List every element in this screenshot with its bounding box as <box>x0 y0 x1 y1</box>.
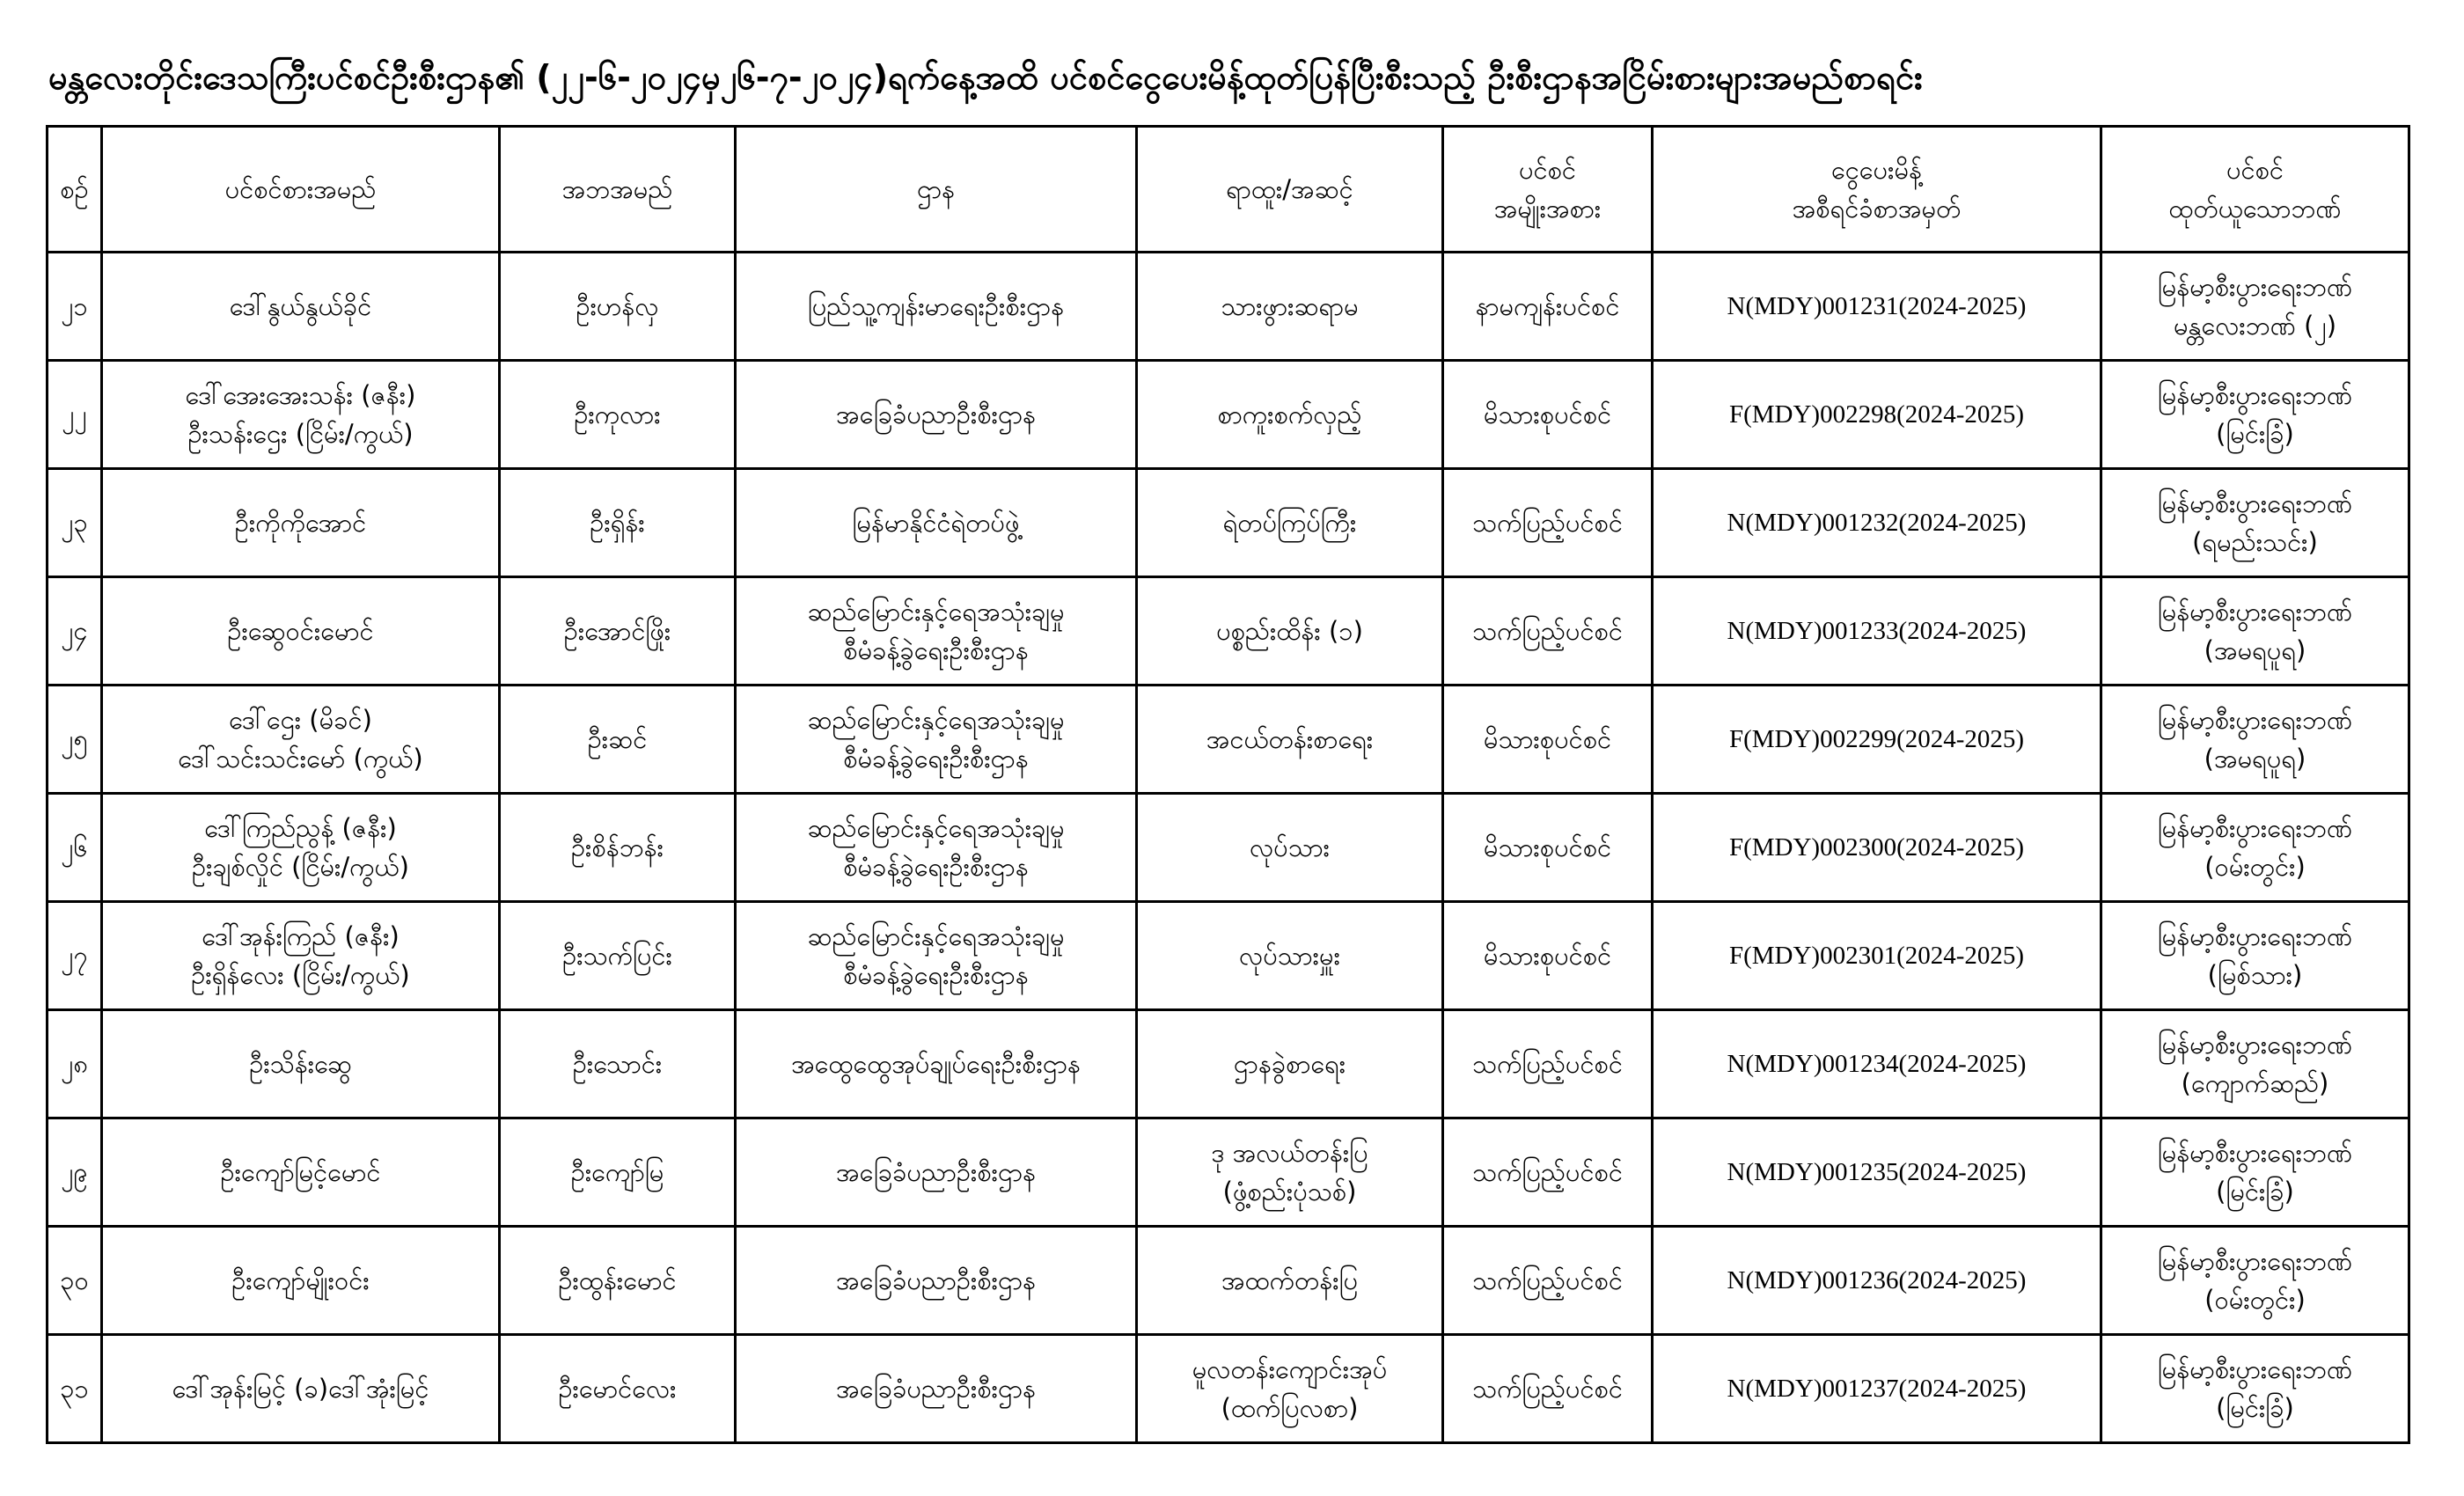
bank-line: မြန်မာ့စီးပွားရေးဘဏ် <box>2157 272 2353 302</box>
payment-order-no-text: F(MDY)002299(2024-2025) <box>1728 725 2025 753</box>
rank-line: ဌာနခွဲစာရေး <box>1233 1049 1346 1079</box>
payment-order-no-cell <box>1653 686 2101 794</box>
department-cell <box>736 1227 1137 1335</box>
pension-type-cell <box>1443 1227 1653 1335</box>
bank-cell <box>2101 577 2409 686</box>
pension-type-cell <box>1443 686 1653 794</box>
rank-line: (ဖွံ့စည်းပုံသစ်) <box>1222 1177 1357 1206</box>
payment-order-no-text: N(MDY)001235(2024-2025) <box>1727 1158 2027 1186</box>
pension-type-cell <box>1443 794 1653 902</box>
pension-table <box>46 125 2410 1444</box>
pensioner-name-cell <box>102 902 500 1010</box>
rank-cell <box>1137 686 1443 794</box>
rank-line: စာကူးစက်လှည့် <box>1217 400 1362 429</box>
payment-order-no-text: F(MDY)002301(2024-2025) <box>1728 942 2025 970</box>
table-row <box>48 686 2409 794</box>
father-name-cell <box>500 469 736 577</box>
table-row <box>48 253 2409 361</box>
department-cell <box>736 902 1137 1010</box>
department-line: စီမံခန့်ခွဲရေးဦးစီးဌာန <box>843 744 1029 774</box>
father-name-cell <box>500 1227 736 1335</box>
pensioner-name-line: ဦးသန်းဌေး (ငြိမ်း/ကွယ်) <box>187 419 414 449</box>
row-number-text: ၂၆ <box>61 832 88 862</box>
bank-line: မြန်မာ့စီးပွားရေးဘဏ် <box>2157 1138 2353 1168</box>
header-pension-type: ပင်စင် အမျိုးအစား <box>1443 127 1653 253</box>
department-line: အခြေခံပညာဦးစီးဌာန <box>835 1157 1037 1187</box>
document-title: မန္တလေးတိုင်းဒေသကြီးပင်စင်ဦးစီးဌာန၏ (၂၂-၆-၂၀၂၄မှ၂၆-၇-၂၀၂၄)ရက်နေ့အထိ ပင်စင်ငွေပေးမိန့်ထုတ်ပြန်ပြီးစီးသည့် ဦးစီးဌာနအငြိမ်းစားများအမည်စာရင်း <box>48 58 1923 97</box>
rank-cell <box>1137 469 1443 577</box>
bank-line: မြန်မာ့စီးပွားရေးဘဏ် <box>2157 1354 2353 1384</box>
bank-line: (မြင်းခြံ) <box>2216 1177 2294 1206</box>
department-line: စီမံခန့်ခွဲရေးဦးစီးဌာန <box>843 960 1029 990</box>
bank-line: မြန်မာ့စီးပွားရေးဘဏ် <box>2157 488 2353 518</box>
department-cell <box>736 794 1137 902</box>
father-name-cell <box>500 1335 736 1443</box>
pensioner-name-line: ဒေါ်အုန်းကြည် (ဇနီး) <box>202 921 400 951</box>
department-line: ဆည်မြောင်းနှင့်ရေအသုံးချမှု <box>807 705 1065 735</box>
department-cell <box>736 1335 1137 1443</box>
pensioner-name-cell <box>102 1010 500 1118</box>
row-number-cell <box>48 577 102 686</box>
payment-order-no-cell <box>1653 253 2101 361</box>
department-cell <box>736 686 1137 794</box>
row-number-text: ၂၃ <box>61 508 88 538</box>
header-rank: ရာထူး/အဆင့် <box>1137 127 1443 253</box>
department-line: အခြေခံပညာဦးစီးဌာန <box>835 1265 1037 1295</box>
father-name-cell <box>500 577 736 686</box>
rank-line: အထက်တန်းပြ <box>1221 1265 1359 1295</box>
rank-line: သားဖွားဆရာမ <box>1221 291 1359 321</box>
bank-cell <box>2101 686 2409 794</box>
payment-order-no-text: F(MDY)002300(2024-2025) <box>1728 833 2025 862</box>
rank-line: လုပ်သား <box>1249 832 1331 862</box>
pensioner-name-line: ဦးကျော်မျိုးဝင်း <box>231 1265 370 1295</box>
department-line: ဆည်မြောင်းနှင့်ရေအသုံးချမှု <box>807 597 1065 627</box>
rank-cell <box>1137 253 1443 361</box>
bank-line: (မြင်းခြံ) <box>2216 419 2294 449</box>
row-number-text: ၂၉ <box>61 1157 88 1187</box>
row-number-text: ၃၁ <box>60 1374 89 1404</box>
row-number-cell <box>48 794 102 902</box>
payment-order-no-cell <box>1653 1227 2101 1335</box>
department-cell <box>736 253 1137 361</box>
header-bank: ပင်စင် ထုတ်ယူသောဘဏ် <box>2101 127 2409 253</box>
pension-type-cell <box>1443 1118 1653 1227</box>
rank-cell <box>1137 1227 1443 1335</box>
table-row <box>48 1010 2409 1118</box>
father-name-text: ဦးထွန်းမောင် <box>558 1265 677 1295</box>
header-department: ဌာန <box>736 127 1137 253</box>
bank-line: မြန်မာ့စီးပွားရေးဘဏ် <box>2157 813 2353 843</box>
row-number-text: ၂၁ <box>61 291 88 321</box>
pension-type-text: သက်ပြည့်ပင်စင် <box>1472 616 1623 646</box>
table-row <box>48 902 2409 1010</box>
department-cell <box>736 1010 1137 1118</box>
bank-line: (ဝမ်းတွင်း) <box>2204 852 2306 882</box>
pensioner-name-line: ဒေါ်အေးအေးသန်း (ဇနီး) <box>185 380 416 410</box>
row-number-text: ၂၅ <box>61 724 88 754</box>
header-no: စဉ် <box>48 127 102 253</box>
payment-order-no-cell <box>1653 361 2101 469</box>
department-cell <box>736 577 1137 686</box>
bank-line: (အမရပူရ) <box>2204 635 2306 665</box>
row-number-cell <box>48 1227 102 1335</box>
rank-line: ဒု အလယ်တန်းပြ <box>1211 1138 1368 1168</box>
pensioner-name-cell <box>102 686 500 794</box>
department-cell <box>736 1118 1137 1227</box>
department-line: အခြေခံပညာဦးစီးဌာန <box>835 400 1037 429</box>
pensioner-name-line: ဒေါ်အုန်းမြင့် (ခ)ဒေါ်အုံးမြင့် <box>172 1374 429 1404</box>
rank-line: မူလတန်းကျောင်းအုပ် <box>1192 1354 1388 1384</box>
bank-line: (မြင်းခြံ) <box>2216 1393 2294 1423</box>
department-line: ပြည်သူ့ကျန်းမာရေးဦးစီးဌာန <box>807 291 1065 321</box>
father-name-text: ဦးရှိန်း <box>590 508 645 538</box>
row-number-cell <box>48 1335 102 1443</box>
table-row <box>48 361 2409 469</box>
rank-line: လုပ်သားမှူး <box>1239 941 1340 971</box>
bank-cell <box>2101 794 2409 902</box>
father-name-cell <box>500 686 736 794</box>
bank-line: (အမရပူရ) <box>2204 744 2306 774</box>
rank-line: ရဲတပ်ကြပ်ကြီး <box>1222 508 1357 538</box>
bank-line: (မြစ်သား) <box>2207 960 2303 990</box>
row-number-cell <box>48 1118 102 1227</box>
table-row <box>48 1118 2409 1227</box>
header-father-name: အဘအမည် <box>500 127 736 253</box>
bank-line: (ဝမ်းတွင်း) <box>2204 1285 2306 1315</box>
father-name-cell <box>500 902 736 1010</box>
pension-type-cell <box>1443 902 1653 1010</box>
department-line: အထွေထွေအုပ်ချုပ်ရေးဦးစီးဌာန <box>791 1049 1081 1079</box>
pensioner-name-cell <box>102 1118 500 1227</box>
bank-cell <box>2101 1335 2409 1443</box>
pension-type-cell <box>1443 1010 1653 1118</box>
rank-cell <box>1137 361 1443 469</box>
bank-line: (ရမည်းသင်း) <box>2192 527 2318 557</box>
row-number-cell <box>48 253 102 361</box>
payment-order-no-text: N(MDY)001236(2024-2025) <box>1727 1266 2027 1294</box>
father-name-text: ဦးကျော်မြ <box>570 1157 664 1187</box>
row-number-text: ၂၄ <box>61 616 88 646</box>
payment-order-no-cell <box>1653 1118 2101 1227</box>
pensioner-name-cell <box>102 361 500 469</box>
father-name-text: ဦးဆင် <box>587 724 648 754</box>
department-cell <box>736 361 1137 469</box>
pensioner-name-cell <box>102 794 500 902</box>
payment-order-no-cell <box>1653 794 2101 902</box>
pensioner-name-cell <box>102 577 500 686</box>
table-row <box>48 577 2409 686</box>
table-row <box>48 1227 2409 1335</box>
father-name-text: ဦးမောင်လေး <box>558 1374 677 1404</box>
pension-type-text: သက်ပြည့်ပင်စင် <box>1472 508 1623 538</box>
bank-line: မြန်မာ့စီးပွားရေးဘဏ် <box>2157 921 2353 951</box>
pensioner-name-line: ဦးကျော်မြင့်မောင် <box>220 1157 381 1187</box>
table-body <box>48 253 2409 1443</box>
pensioner-name-line: ဦးသိန်းဆွေ <box>249 1049 352 1079</box>
bank-cell <box>2101 469 2409 577</box>
pensioner-name-cell <box>102 469 500 577</box>
pensioner-name-line: ဦးကိုကိုအောင် <box>234 508 367 538</box>
payment-order-no-text: N(MDY)001237(2024-2025) <box>1727 1375 2027 1403</box>
bank-line: မြန်မာ့စီးပွားရေးဘဏ် <box>2157 380 2353 410</box>
department-line: စီမံခန့်ခွဲရေးဦးစီးဌာန <box>843 852 1029 882</box>
pensioner-name-line: ဦးဆွေဝင်းမောင် <box>227 616 374 646</box>
rank-cell <box>1137 1118 1443 1227</box>
father-name-cell <box>500 253 736 361</box>
department-line: စီမံခန့်ခွဲရေးဦးစီးဌာန <box>843 635 1029 665</box>
row-number-text: ၂၂ <box>62 400 87 429</box>
pension-type-text: သက်ပြည့်ပင်စင် <box>1472 1049 1623 1079</box>
pensioner-name-line: ဦးရှိန်လေး (ငြိမ်း/ကွယ်) <box>191 960 410 990</box>
pensioner-name-line: ဒေါ်နွယ်နွယ်ခိုင် <box>229 291 372 321</box>
pension-type-text: သက်ပြည့်ပင်စင် <box>1472 1265 1623 1295</box>
row-number-text: ၂၇ <box>61 941 88 971</box>
father-name-cell <box>500 361 736 469</box>
father-name-text: ဦးအောင်ဖြိုး <box>563 616 671 646</box>
father-name-text: ဦးကုလား <box>574 400 661 429</box>
row-number-text: ၃၀ <box>60 1265 89 1295</box>
header-payment-order-no: ငွေပေးမိန့် အစီရင်ခံစာအမှတ် <box>1653 127 2101 253</box>
table-row <box>48 794 2409 902</box>
father-name-cell <box>500 1118 736 1227</box>
pension-type-cell <box>1443 469 1653 577</box>
pension-type-text: သက်ပြည့်ပင်စင် <box>1472 1157 1623 1187</box>
father-name-text: ဦးသက်ပြင်း <box>562 941 672 971</box>
rank-cell <box>1137 794 1443 902</box>
rank-line: (ထက်ပြလစာ) <box>1221 1393 1359 1423</box>
pension-type-text: သက်ပြည့်ပင်စင် <box>1472 1374 1623 1404</box>
row-number-cell <box>48 469 102 577</box>
pension-type-text: မိသားစုပင်စင် <box>1483 724 1612 754</box>
rank-cell <box>1137 902 1443 1010</box>
payment-order-no-text: N(MDY)001232(2024-2025) <box>1727 509 2027 537</box>
pensioner-name-line: ဒေါ်ဌေး (မိခင်) <box>229 705 372 735</box>
bank-line: (ကျောက်ဆည်) <box>2181 1068 2329 1098</box>
bank-line: မြန်မာ့စီးပွားရေးဘဏ် <box>2157 1030 2353 1060</box>
department-line: အခြေခံပညာဦးစီးဌာန <box>835 1374 1037 1404</box>
department-line: ဆည်မြောင်းနှင့်ရေအသုံးချမှု <box>807 921 1065 951</box>
row-number-text: ၂၈ <box>61 1049 88 1079</box>
payment-order-no-text: N(MDY)001234(2024-2025) <box>1727 1050 2027 1078</box>
bank-cell <box>2101 1010 2409 1118</box>
rank-cell <box>1137 1335 1443 1443</box>
row-number-cell <box>48 1010 102 1118</box>
table-header-row <box>48 127 2409 253</box>
header-pensioner-name: ပင်စင်စားအမည် <box>102 127 500 253</box>
table-row <box>48 469 2409 577</box>
pension-type-cell <box>1443 361 1653 469</box>
payment-order-no-cell <box>1653 1010 2101 1118</box>
father-name-text: ဦးစိန်ဘန်း <box>570 832 664 862</box>
table-row <box>48 1335 2409 1443</box>
father-name-cell <box>500 794 736 902</box>
department-line: ဆည်မြောင်းနှင့်ရေအသုံးချမှု <box>807 813 1065 843</box>
payment-order-no-cell <box>1653 577 2101 686</box>
bank-line: မန္တလေးဘဏ် (၂) <box>2173 311 2337 341</box>
father-name-text: ဦးသောင်း <box>572 1049 663 1079</box>
payment-order-no-text: N(MDY)001233(2024-2025) <box>1727 617 2027 645</box>
pension-type-cell <box>1443 253 1653 361</box>
payment-order-no-cell <box>1653 469 2101 577</box>
payment-order-no-cell <box>1653 902 2101 1010</box>
pensioner-name-line: ဦးချစ်လှိုင် (ငြိမ်း/ကွယ်) <box>192 852 409 882</box>
rank-cell <box>1137 577 1443 686</box>
department-line: မြန်မာနိုင်ငံရဲတပ်ဖွဲ့ <box>852 508 1020 538</box>
bank-cell <box>2101 253 2409 361</box>
bank-line: မြန်မာ့စီးပွားရေးဘဏ် <box>2157 1246 2353 1276</box>
rank-line: အငယ်တန်းစာရေး <box>1206 724 1374 754</box>
bank-cell <box>2101 1118 2409 1227</box>
pensioner-name-line: ဒေါ်သင်းသင်းမော် (ကွယ်) <box>178 744 423 774</box>
bank-cell <box>2101 902 2409 1010</box>
pensioner-name-cell <box>102 1335 500 1443</box>
pension-type-text: မိသားစုပင်စင် <box>1483 941 1612 971</box>
bank-cell <box>2101 361 2409 469</box>
pension-type-text: မိသားစုပင်စင် <box>1483 400 1612 429</box>
department-cell <box>736 469 1137 577</box>
bank-line: မြန်မာ့စီးပွားရေးဘဏ် <box>2157 597 2353 627</box>
row-number-cell <box>48 361 102 469</box>
payment-order-no-text: F(MDY)002298(2024-2025) <box>1728 400 2025 429</box>
pension-type-text: မိသားစုပင်စင် <box>1483 832 1612 862</box>
payment-order-no-cell <box>1653 1335 2101 1443</box>
pensioner-name-cell <box>102 1227 500 1335</box>
bank-cell <box>2101 1227 2409 1335</box>
rank-cell <box>1137 1010 1443 1118</box>
father-name-cell <box>500 1010 736 1118</box>
rank-line: ပစ္စည်းထိန်း (၁) <box>1216 616 1363 646</box>
father-name-text: ဦးဟန်လှ <box>576 291 659 321</box>
payment-order-no-text: N(MDY)001231(2024-2025) <box>1727 292 2027 320</box>
bank-line: မြန်မာ့စီးပွားရေးဘဏ် <box>2157 705 2353 735</box>
pensioner-name-line: ဒေါ်ကြည်ညွန့် (ဇနီး) <box>204 813 397 843</box>
pensioner-name-cell <box>102 253 500 361</box>
row-number-cell <box>48 902 102 1010</box>
pension-type-cell <box>1443 577 1653 686</box>
pension-type-text: နာမကျန်းပင်စင် <box>1475 291 1620 321</box>
row-number-cell <box>48 686 102 794</box>
pension-type-cell <box>1443 1335 1653 1443</box>
